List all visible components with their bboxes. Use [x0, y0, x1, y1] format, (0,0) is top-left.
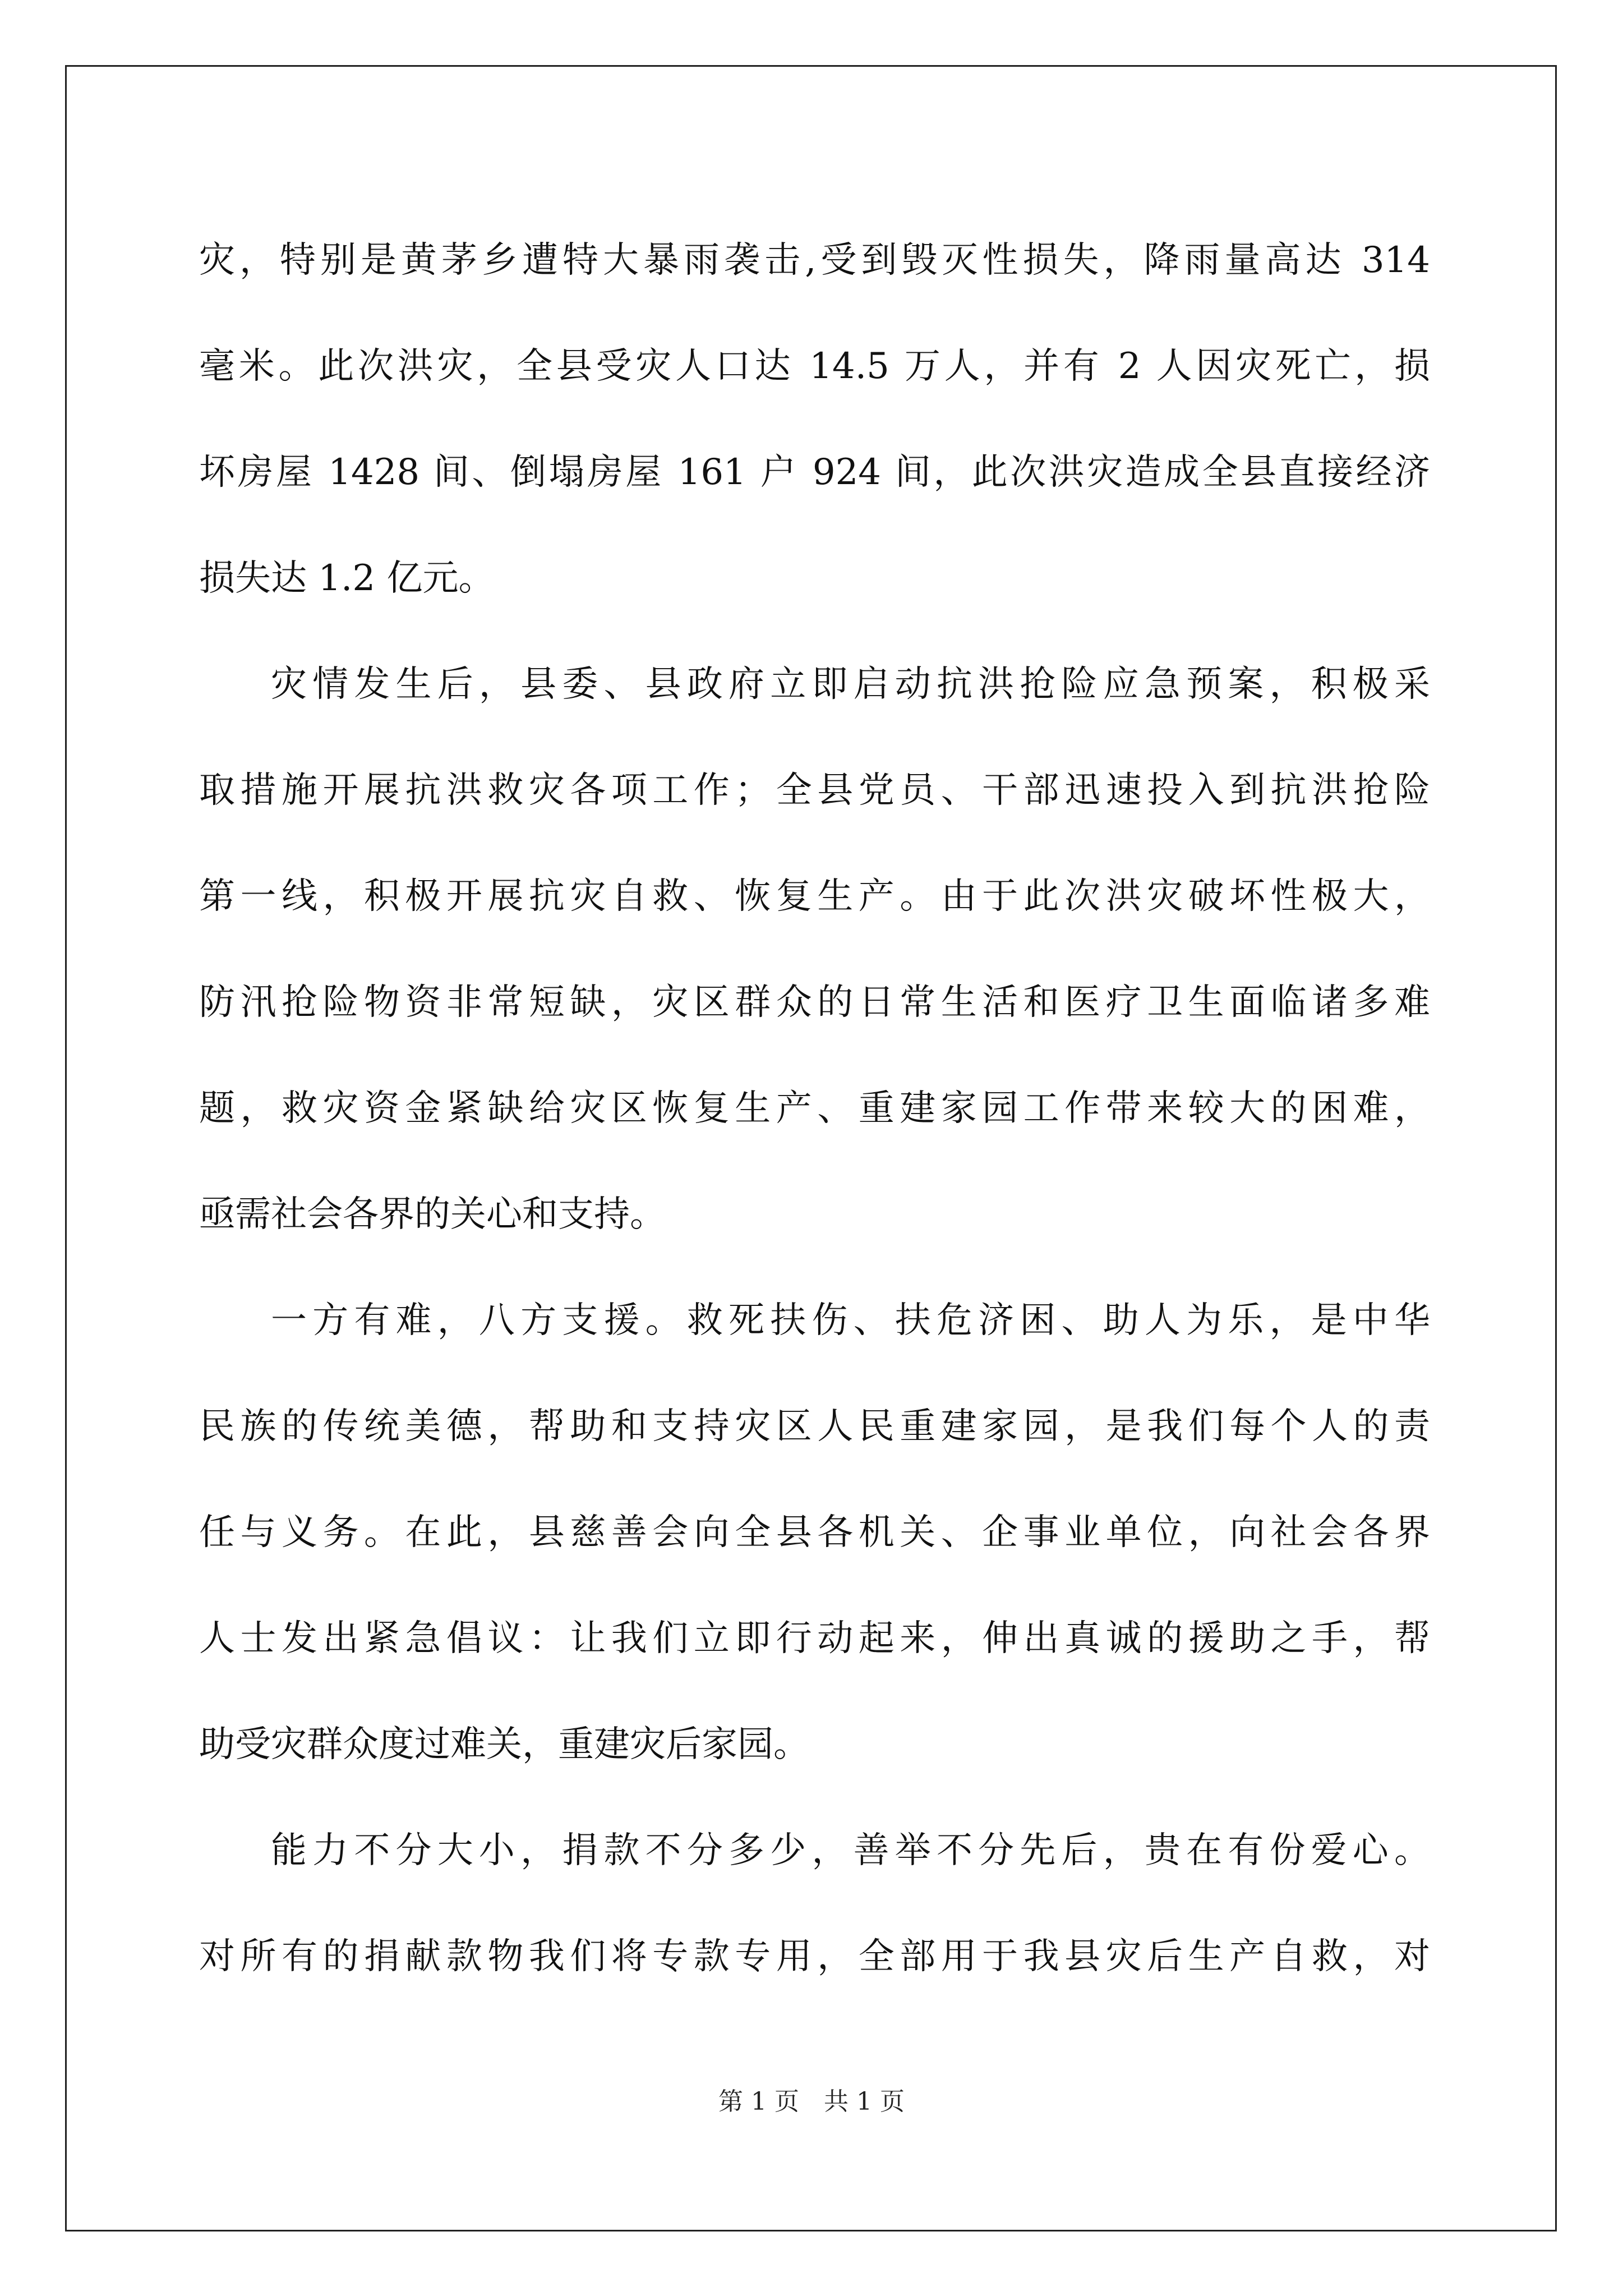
text-line-content: 毫米。此次洪灾，全县受灾人口达 14.5 万人，并有 2 人因灾死亡，损: [199, 346, 1430, 387]
text-line-content: 坏房屋 1428 间、倒塌房屋 161 户 924 间，此次洪灾造成全县直接经济: [199, 452, 1430, 493]
text-line-content: 对所有的捐献款物我们将专款专用，全部用于我县灾后生产自救，对: [199, 1936, 1430, 1977]
text-line-content: 灾情发生后，县委、县政府立即启动抗洪抢险应急预案，积极采: [271, 664, 1430, 705]
text-line: [199, 1162, 1430, 1268]
text-line-content: 民族的传统美德，帮助和支持灾区人民重建家园，是我们每个人的责: [199, 1406, 1430, 1447]
paragraph-first-line: [199, 1798, 1430, 1904]
paragraph-first-line: [199, 1268, 1430, 1374]
text-line: [199, 738, 1430, 844]
text-line-content: 题，救灾资金紧缺给灾区恢复生产、重建家园工作带来较大的困难，: [199, 1088, 1430, 1129]
page-number-footer: 第 1 页 共 1 页: [718, 2087, 905, 2116]
text-line-content: 助受灾群众度过难关，重建灾后家园。: [199, 1724, 809, 1765]
text-line: [199, 950, 1430, 1056]
text-line: [199, 314, 1430, 420]
text-line: [199, 208, 1430, 314]
paragraph-first-line: [199, 632, 1430, 738]
text-line-content: 灾，特别是黄茅乡遭特大暴雨袭击,受到毁灭性损失，降雨量高达 314: [199, 240, 1430, 281]
text-line: [199, 1056, 1430, 1162]
text-line-content: 防汛抢险物资非常短缺，灾区群众的日常生活和医疗卫生面临诸多难: [199, 982, 1430, 1023]
text-line: [199, 1692, 1430, 1798]
text-line: [199, 1480, 1430, 1586]
text-line: [199, 844, 1430, 950]
text-line: [199, 526, 1430, 632]
text-line: [199, 1374, 1430, 1480]
text-line-content: 第一线，积极开展抗灾自救、恢复生产。由于此次洪灾破坏性极大，: [199, 876, 1430, 917]
text-line-content: 人士发出紧急倡议：让我们立即行动起来，伸出真诚的援助之手，帮: [199, 1618, 1430, 1659]
text-line-content: 能力不分大小，捐款不分多少，善举不分先后，贵在有份爱心。: [271, 1830, 1430, 1871]
text-line: [199, 420, 1430, 526]
text-line: [199, 1586, 1430, 1692]
text-line-content: 亟需社会各界的关心和支持。: [199, 1194, 666, 1235]
document-body: [199, 208, 1430, 2010]
text-line-content: 一方有难，八方支援。救死扶伤、扶危济困、助人为乐，是中华: [271, 1300, 1430, 1341]
text-line-content: 任与义务。在此，县慈善会向全县各机关、企事业单位，向社会各界: [199, 1512, 1430, 1553]
text-line-content: 损失达 1.2 亿元。: [199, 558, 495, 599]
text-line: [199, 1904, 1430, 2010]
text-line-content: 取措施开展抗洪救灾各项工作；全县党员、干部迅速投入到抗洪抢险: [199, 770, 1430, 811]
